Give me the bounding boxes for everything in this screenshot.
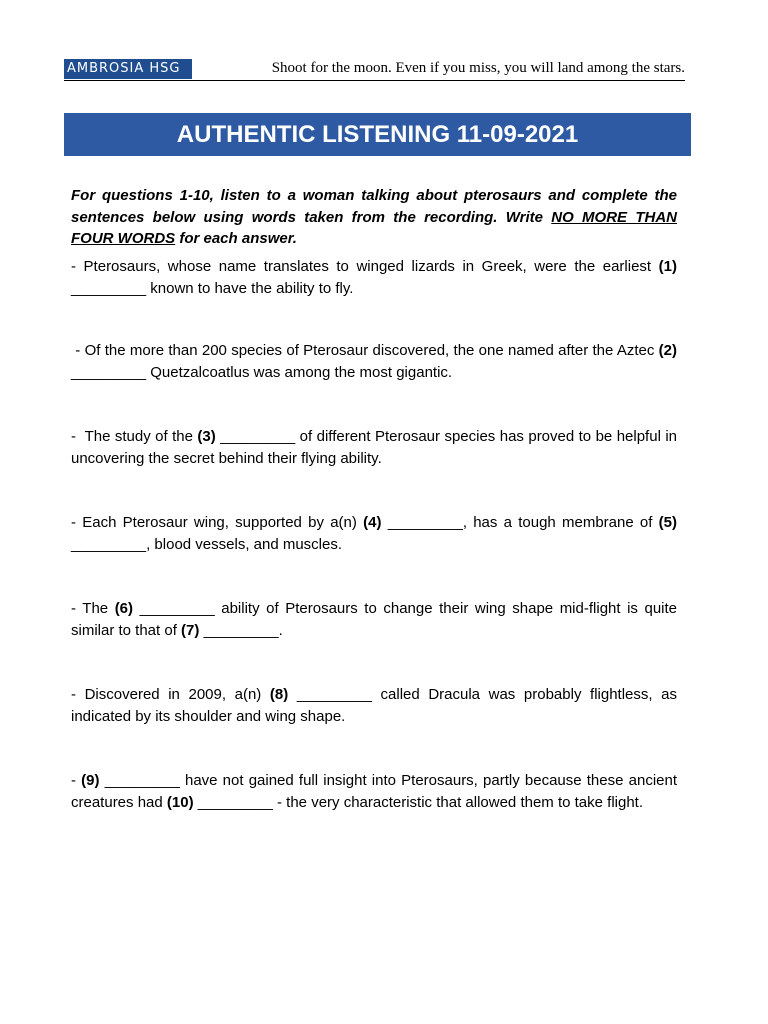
question-number: (1) bbox=[658, 257, 677, 275]
question-number: (10) bbox=[166, 793, 194, 811]
answer-blank[interactable]: _________ bbox=[387, 513, 463, 531]
question-9-10: - (9) _________ have not gained full insight into Pterosaurs, partly because these ancient creatures had (10) _________ - the very characteristic that allowed them to take flight. bbox=[71, 771, 678, 811]
answer-blank[interactable]: _________ bbox=[71, 279, 147, 297]
answer-blank[interactable]: _________ bbox=[203, 621, 279, 639]
answer-blank[interactable]: _________ bbox=[220, 427, 296, 445]
instructions-text: For questions 1-10, listen to a woman talking about pterosaurs and complete the sentences below using words taken from the recording. Write bbox=[71, 187, 677, 226]
question-4-5: - Each Pterosaur wing, supported by a(n) (4) _________, has a tough membrane of (5) _________, blood vessels, and muscles. bbox=[71, 513, 678, 553]
question-6-7: - The (6) _________ ability of Pterosaurs to change their wing shape mid-flight is quite similar to that of (7) _________. bbox=[71, 599, 678, 639]
question-number: (9) bbox=[81, 771, 100, 789]
question-number: (8) bbox=[269, 685, 289, 703]
question-number: (2) bbox=[658, 341, 677, 359]
question-number: (6) bbox=[114, 599, 134, 617]
answer-blank[interactable]: _________ bbox=[104, 771, 180, 789]
brand-logo: AMBROSIA HSG bbox=[64, 59, 192, 79]
question-8: - Discovered in 2009, a(n) (8) _________ called Dracula was probably flightless, as indicated by its shoulder and wing shape. bbox=[71, 685, 678, 725]
answer-blank[interactable]: _________ bbox=[296, 685, 372, 703]
page-header bbox=[64, 58, 685, 82]
question-number: (3) bbox=[197, 427, 216, 445]
instructions bbox=[71, 185, 677, 250]
question-1: - Pterosaurs, whose name translates to winged lizards in Greek, were the earliest (1) _________ known to have the ability to fly. bbox=[71, 257, 677, 297]
question-2: - Of the more than 200 species of Pterosaur discovered, the one named after the Aztec (2) _________ Quetzalcoatlus was among the most gigantic. bbox=[71, 341, 677, 381]
answer-blank[interactable]: _________ bbox=[139, 599, 215, 617]
worksheet-content bbox=[71, 185, 677, 814]
question-number: (7) bbox=[181, 621, 200, 639]
page-title: AUTHENTIC LISTENING 11-09-2021 bbox=[64, 113, 691, 156]
header-divider bbox=[64, 80, 685, 81]
answer-blank[interactable]: _________ bbox=[71, 363, 147, 381]
question-number: (4) bbox=[363, 513, 382, 531]
motto-text: Shoot for the moon. Even if you miss, you will land among the stars. bbox=[271, 60, 685, 76]
answer-blank[interactable]: _________ bbox=[197, 793, 273, 811]
question-number: (5) bbox=[658, 513, 678, 531]
instructions-text-end: for each answer. bbox=[175, 230, 297, 247]
question-3: - The study of the (3) _________ of different Pterosaur species has proved to be helpful in uncovering the secret behind their flying ability. bbox=[71, 427, 678, 467]
word-limit-emphasis: NO MORE THAN FOUR WORDS bbox=[71, 208, 677, 247]
answer-blank[interactable]: _________ bbox=[71, 535, 147, 553]
